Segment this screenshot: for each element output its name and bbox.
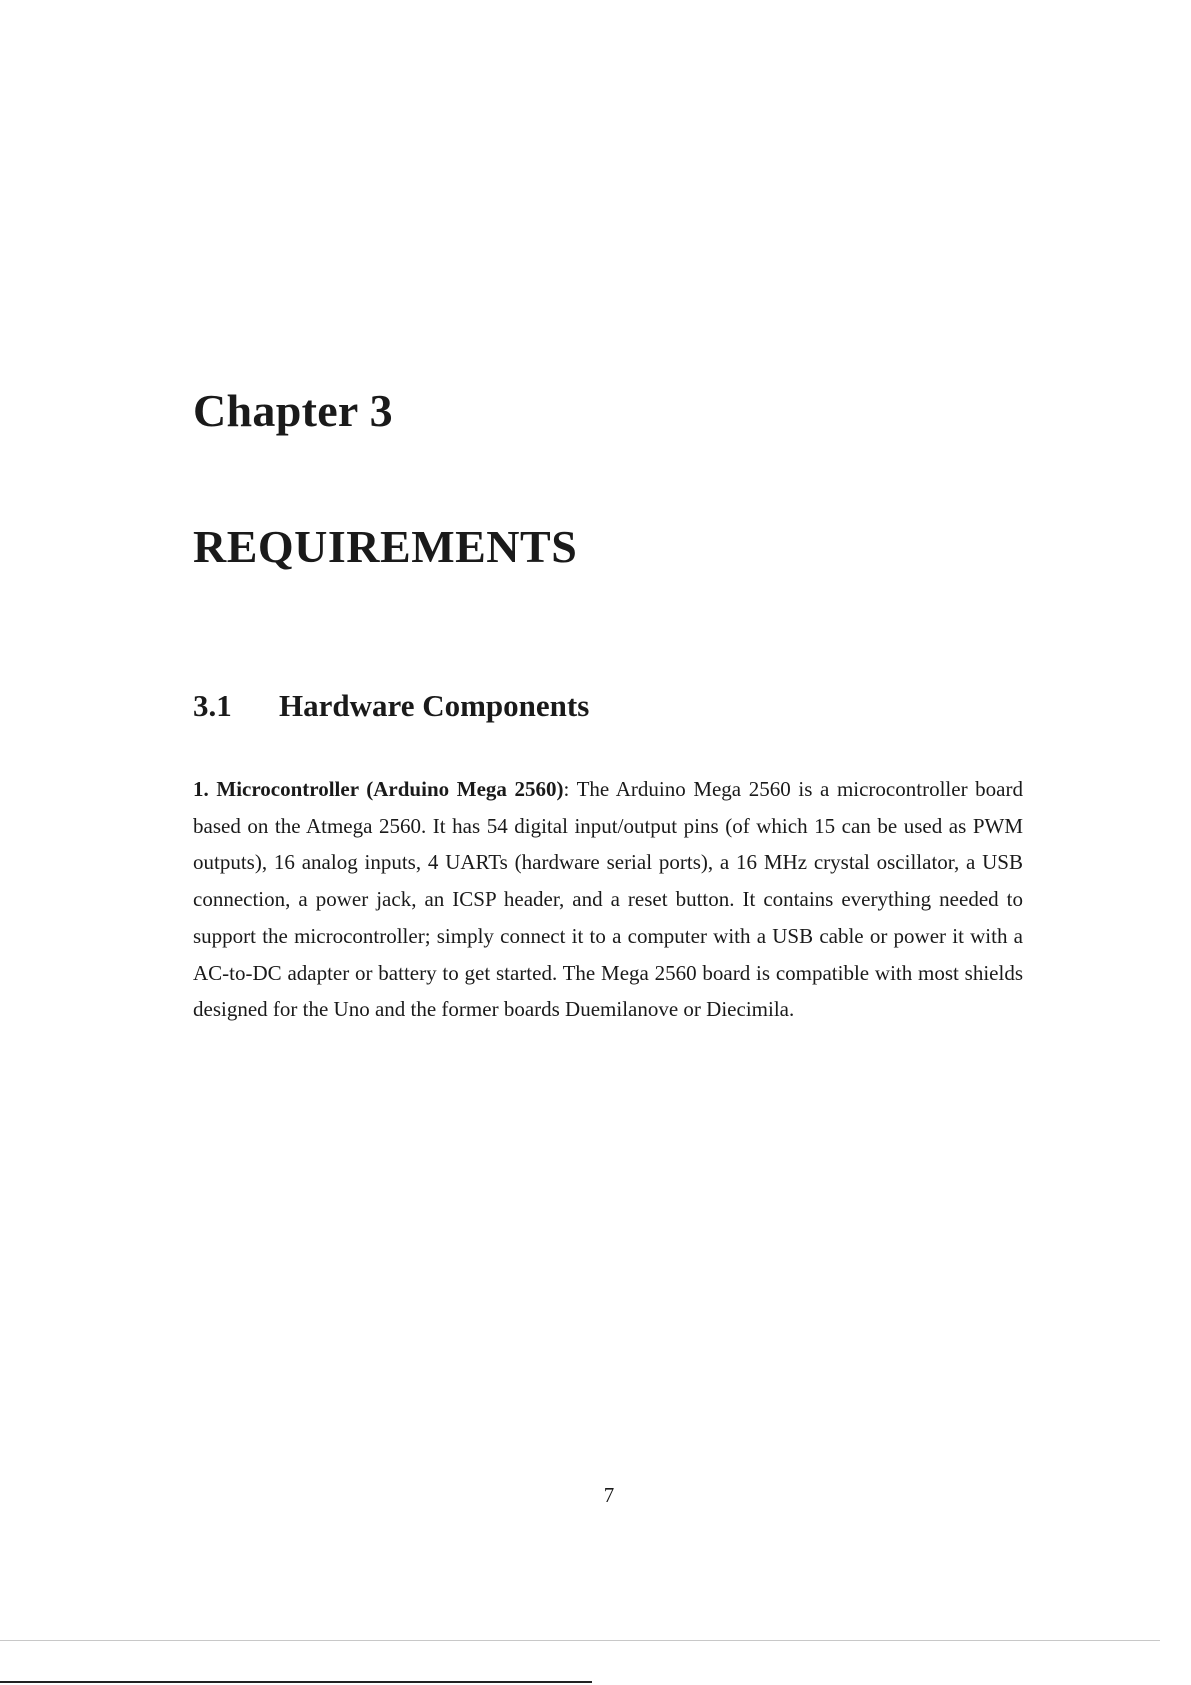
divider <box>0 1681 592 1683</box>
item-lead: 1. Microcontroller (Arduino Mega 2560) <box>193 777 564 801</box>
page-number: 7 <box>603 1483 615 1507</box>
item-text: : The Arduino Mega 2560 is a microcontroller board based on the Atmega 2560. It has 54 digital input/output pins (of which 15 can be used as PWM outputs), 16 analog inputs, 4 UARTs (hardware serial ports), a 16 MHz crystal oscillator, a USB connection, a power jack, an ICSP header, and a reset button. It contains everything needed to support the microcontroller; simply connect it to a computer with a USB cable or power it with a AC-to-DC adapter or battery to get started. The Mega 2560 board is compatible with most shields designed for the Uno and the former boards Duemilanove or Diecimila. <box>193 777 1023 1022</box>
chapter-label: Chapter 3 <box>193 385 393 436</box>
section-heading <box>193 687 589 725</box>
item-paragraph <box>193 771 1023 1028</box>
section-title: Hardware Components <box>279 688 590 723</box>
divider <box>0 1640 1160 1641</box>
chapter-title: REQUIREMENTS <box>193 521 578 572</box>
section-number: 3.1 <box>193 688 232 723</box>
